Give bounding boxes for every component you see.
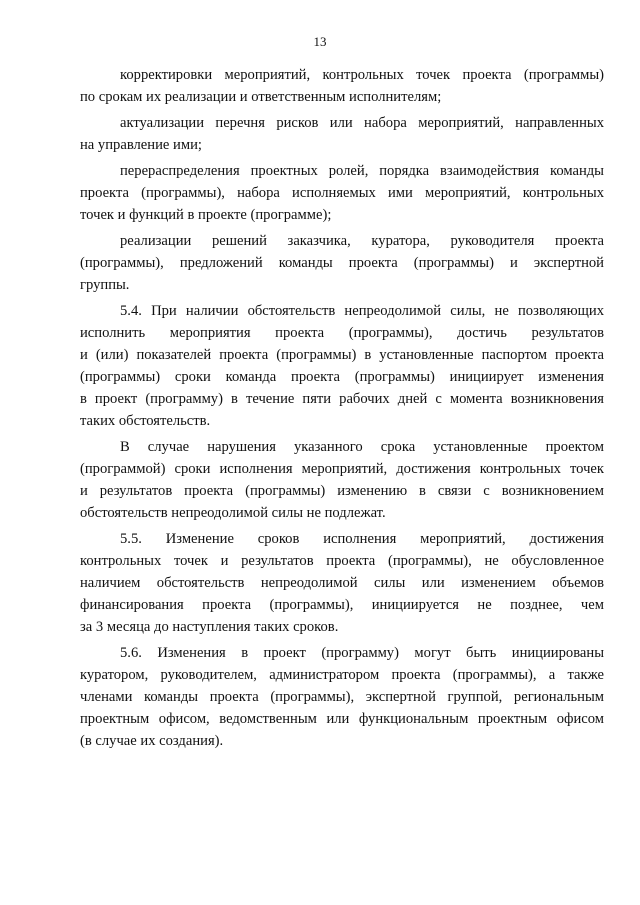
text-line: таких обстоятельств. bbox=[80, 413, 211, 429]
paragraph bbox=[80, 300, 604, 432]
text-line: перераспределения проектных ролей, порядка взаимодействия команды bbox=[120, 163, 604, 179]
paragraph bbox=[80, 112, 604, 156]
text-line: обстоятельств непреодолимой силы не подлежат. bbox=[80, 505, 386, 521]
text-line: проектным офисом, ведомственным или функциональным проектным офисом bbox=[80, 711, 604, 727]
paragraph bbox=[80, 64, 604, 108]
paragraph bbox=[80, 230, 604, 296]
text-line: за 3 месяца до наступления таких сроков. bbox=[80, 619, 339, 635]
text-line: по срокам их реализации и ответственным исполнителям; bbox=[80, 89, 442, 105]
text-line: (программы), предложений команды проекта (программы) и экспертной bbox=[80, 255, 604, 271]
text-line: наличием обстоятельств непреодолимой силы или изменением объемов bbox=[80, 575, 604, 591]
text-line: В случае нарушения указанного срока установленные проектом bbox=[120, 439, 604, 455]
text-line: корректировки мероприятий, контрольных точек проекта (программы) bbox=[120, 67, 604, 83]
text-line: членами команды проекта (программы), экспертной группой, региональным bbox=[80, 689, 604, 705]
document-body bbox=[80, 64, 604, 756]
text-line: контрольных точек и результатов проекта (программы), не обусловленное bbox=[80, 553, 604, 569]
text-line: в проект (программу) в течение пяти рабочих дней с момента возникновения bbox=[80, 391, 604, 407]
text-line: актуализации перечня рисков или набора мероприятий, направленных bbox=[120, 115, 604, 131]
text-line: (в случае их создания). bbox=[80, 733, 224, 749]
paragraph bbox=[80, 642, 604, 752]
text-line: реализации решений заказчика, куратора, руководителя проекта bbox=[120, 233, 604, 249]
text-line: 5.6. Изменения в проект (программу) могут быть инициированы bbox=[120, 645, 604, 661]
text-line: проекта (программы), набора исполняемых ими мероприятий, контрольных bbox=[80, 185, 604, 201]
paragraph bbox=[80, 528, 604, 638]
text-line: группы. bbox=[80, 277, 130, 293]
paragraph bbox=[80, 436, 604, 524]
text-line: финансирования проекта (программы), инициируется не позднее, чем bbox=[80, 597, 604, 613]
paragraph bbox=[80, 160, 604, 226]
text-line: и (или) показателей проекта (программы) в установленные паспортом проекта bbox=[80, 347, 604, 363]
text-line: исполнить мероприятия проекта (программы), достичь результатов bbox=[80, 325, 604, 341]
text-line: 5.4. При наличии обстоятельств непреодолимой силы, не позволяющих bbox=[120, 303, 604, 319]
text-line: куратором, руководителем, администратором проекта (программы), а также bbox=[80, 667, 604, 683]
text-line: точек и функций в проекте (программе); bbox=[80, 207, 332, 223]
text-line: (программы) сроки команда проекта (программы) инициирует изменения bbox=[80, 369, 604, 385]
text-line: 5.5. Изменение сроков исполнения мероприятий, достижения bbox=[120, 531, 604, 547]
page-number: 13 bbox=[313, 34, 327, 49]
text-line: на управление ими; bbox=[80, 137, 202, 153]
text-line: и результатов проекта (программы) изменению в связи с возникновением bbox=[80, 483, 604, 499]
text-line: (программой) сроки исполнения мероприятий, достижения контрольных точек bbox=[80, 461, 604, 477]
